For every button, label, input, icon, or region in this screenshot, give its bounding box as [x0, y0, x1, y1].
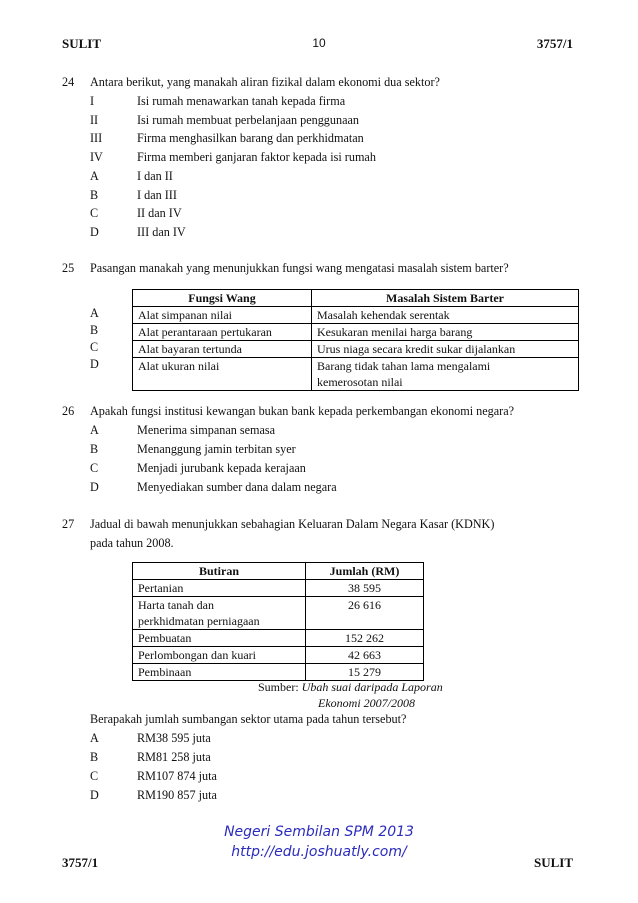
q27-source [258, 680, 443, 695]
q27-source-text2: Ekonomi 2007/2008 [318, 696, 415, 710]
q27-source-line2 [318, 696, 415, 711]
q25-cell: Masalah kehendak serentak [312, 307, 579, 324]
q27-option-text: RM107 874 juta [137, 769, 217, 783]
q24-option-text: I dan II [137, 169, 173, 183]
q25-cell: Urus niaga secara kredit sukar dijalankan [312, 341, 579, 358]
q24-option-text: III dan IV [137, 225, 186, 239]
q26-stem: Apakah fungsi institusi kewangan bukan bank kepada perkembangan ekonomi negara? [90, 404, 515, 418]
page-number: 10 [312, 36, 326, 50]
q26-option-label: B [90, 442, 99, 456]
q25-row-label: A [90, 306, 99, 320]
q27-option-text: RM190 857 juta [137, 788, 217, 802]
q24-stmt-label: IV [90, 150, 103, 164]
watermark-url[interactable]: http://edu.joshuatly.com/ [231, 844, 407, 860]
q27-cell-item: Pertanian [133, 580, 306, 597]
q27-cell-amount: 38 595 [306, 580, 424, 597]
q27-option-label: A [90, 731, 99, 745]
q26-option-label: A [90, 423, 99, 437]
q27-source-label: Sumber: [258, 680, 299, 694]
q24-option-label: D [90, 225, 99, 239]
q26-option-label: C [90, 461, 99, 475]
q27-col-jumlah: Jumlah (RM) [306, 563, 424, 580]
q24-number: 24 [62, 75, 75, 89]
q27-cell-amount: 15 279 [306, 664, 424, 681]
q26-option-text: Menanggung jamin terbitan syer [137, 442, 296, 456]
q24-option-text: I dan III [137, 188, 177, 202]
q27-table [132, 562, 424, 681]
q24-stmt-label: I [90, 94, 95, 108]
q24-option-label: B [90, 188, 99, 202]
q24-stem: Antara berikut, yang manakah aliran fizikal dalam ekonomi dua sektor? [90, 75, 440, 89]
q27-question: Berapakah jumlah sumbangan sektor utama pada tahun tersebut? [90, 712, 407, 726]
footer-paper-code: 3757/1 [62, 855, 99, 870]
q24-stmt-text: Isi rumah membuat perbelanjaan penggunaan [137, 113, 359, 127]
q27-cell-item: Pembinaan [133, 664, 306, 681]
q26-option-label: D [90, 480, 99, 494]
q27-number: 27 [62, 517, 75, 531]
q27-option-label: D [90, 788, 99, 802]
q26-option-text: Menjadi jurubank kepada kerajaan [137, 461, 306, 475]
q27-stem-line2: pada tahun 2008. [90, 536, 174, 550]
q25-number: 25 [62, 261, 75, 275]
q27-cell-item: Pembuatan [133, 630, 306, 647]
q24-stmt-text: Firma menghasilkan barang dan perkhidmatan [137, 131, 364, 145]
q25-row-label: C [90, 340, 99, 354]
header-paper-code: 3757/1 [536, 36, 573, 51]
q25-cell-line: kemerosotan nilai [317, 375, 403, 389]
q25-col-fungsi: Fungsi Wang [133, 290, 312, 307]
q27-stem-line1: Jadual di bawah menunjukkan sebahagian Keluaran Dalam Negara Kasar (KDNK) [90, 517, 495, 531]
q27-cell-line: Harta tanah dan [138, 598, 214, 612]
q25-cell: Alat perantaraan pertukaran [133, 324, 312, 341]
header-sulit: SULIT [62, 36, 102, 51]
q27-source-text: Ubah suai daripada Laporan [301, 680, 443, 694]
q25-row-label: B [90, 323, 99, 337]
q27-cell-item: Perlombongan dan kuari [133, 647, 306, 664]
q26-option-text: Menerima simpanan semasa [137, 423, 276, 437]
q26-option-text: Menyediakan sumber dana dalam negara [137, 480, 337, 494]
q25-cell: Alat simpanan nilai [133, 307, 312, 324]
q24-stmt-text: Isi rumah menawarkan tanah kepada firma [137, 94, 346, 108]
q24-stmt-text: Firma memberi ganjaran faktor kepada isi rumah [137, 150, 376, 164]
q27-option-text: RM81 258 juta [137, 750, 211, 764]
q27-cell-amount: 42 663 [306, 647, 424, 664]
q27-col-butiran: Butiran [133, 563, 306, 580]
q25-cell-line: Barang tidak tahan lama mengalami [317, 359, 491, 373]
q25-cell: Alat ukuran nilai [133, 358, 312, 391]
q25-row-label: D [90, 357, 99, 371]
q24-stmt-label: III [90, 131, 103, 145]
watermark-title: Negeri Sembilan SPM 2013 [224, 824, 414, 840]
q27-cell-amount: 152 262 [306, 630, 424, 647]
q24-option-text: II dan IV [137, 206, 182, 220]
q25-cell: Alat bayaran tertunda [133, 341, 312, 358]
q27-cell-amount: 26 616 [306, 597, 424, 630]
q24-stmt-label: II [90, 113, 99, 127]
q25-col-masalah: Masalah Sistem Barter [312, 290, 579, 307]
q24-option-label: C [90, 206, 99, 220]
q24-option-label: A [90, 169, 99, 183]
q25-cell: Kesukaran menilai harga barang [312, 324, 579, 341]
q27-option-label: C [90, 769, 99, 783]
q27-option-label: B [90, 750, 99, 764]
q27-option-text: RM38 595 juta [137, 731, 211, 745]
q27-cell-item-multiline [133, 597, 306, 630]
q25-stem: Pasangan manakah yang menunjukkan fungsi wang mengatasi masalah sistem barter? [90, 261, 509, 275]
q25-table [132, 289, 579, 391]
q27-cell-line: perkhidmatan perniagaan [138, 614, 260, 628]
q26-number: 26 [62, 404, 75, 418]
footer-sulit: SULIT [533, 855, 573, 870]
q25-cell-multiline [312, 358, 579, 391]
